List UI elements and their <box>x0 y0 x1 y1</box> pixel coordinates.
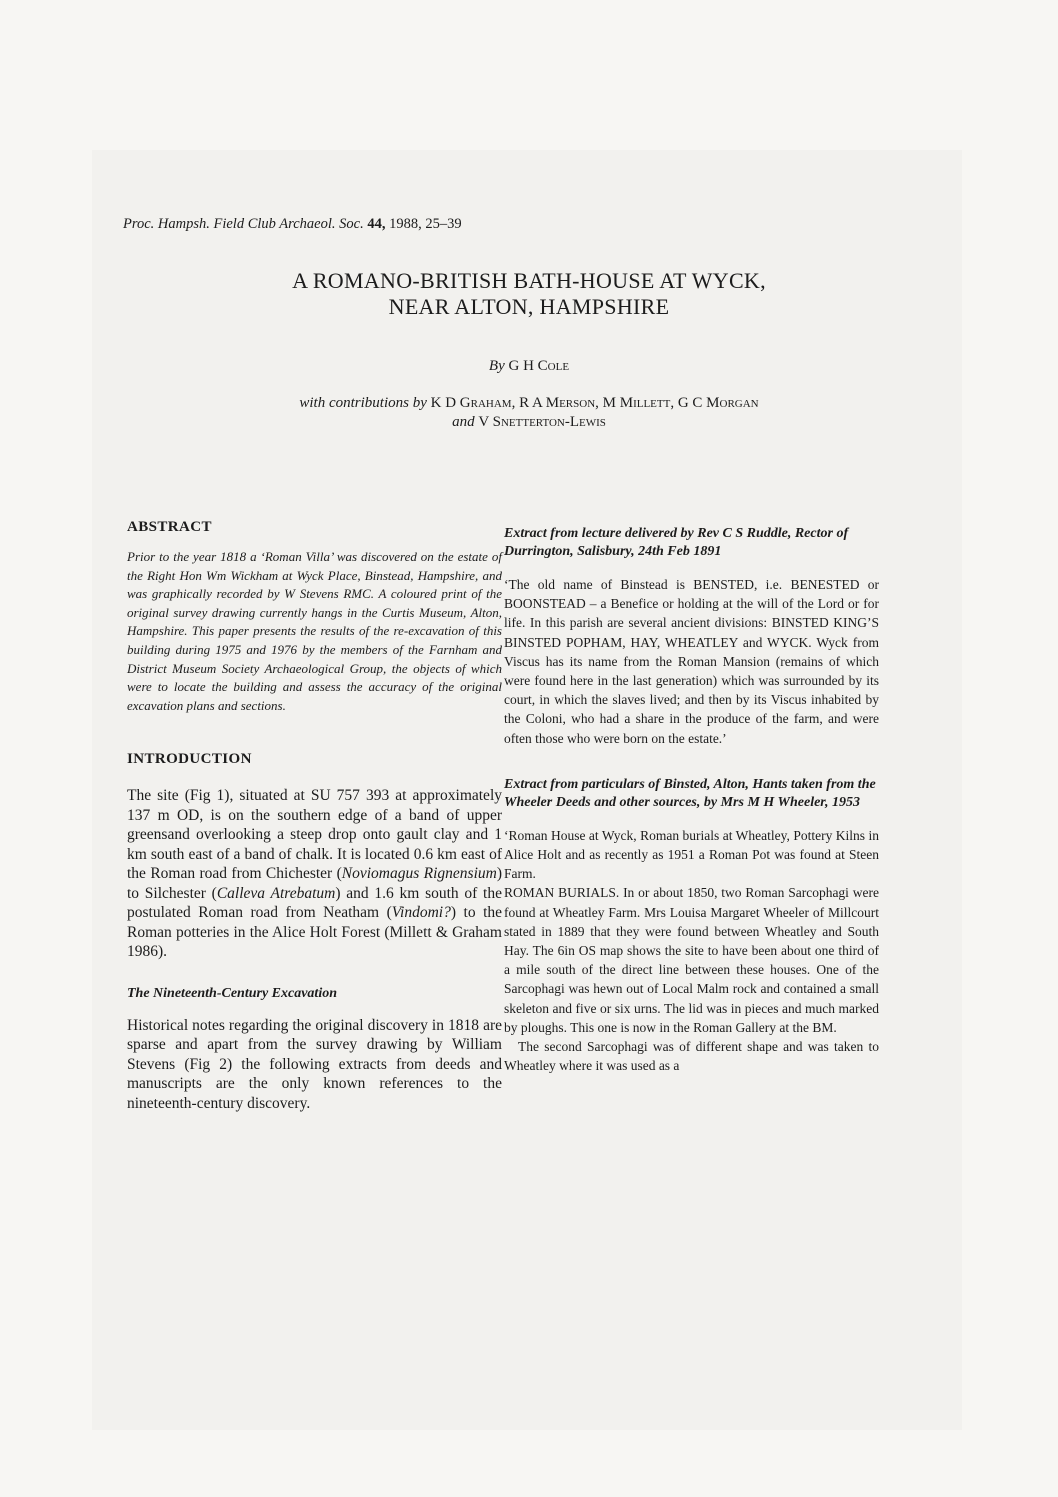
place-name-noviomagus: Noviomagus Rignensium <box>341 865 497 883</box>
journal-citation <box>123 216 462 233</box>
abstract-heading: ABSTRACT <box>127 519 212 535</box>
introduction-paragraph-1: The site (Fig 1), situated at SU 757 393 at approximately 137 m OD, is on the southern edge of a band of upper greensand overlooking a steep drop onto gault clay and 1 km south east of a band of chalk. It is located 0.6 km east of the Roman road from Chichester (Noviomagus Rignensium) to Silchester (Calleva Atrebatum) and 1.6 km south of the postulated Roman road from Neatham (Vindomi?) to the Roman potteries in the Alice Holt Forest (Millett & Graham 1986). <box>127 787 503 961</box>
citation-volume: 44, <box>367 216 386 232</box>
nineteenth-century-subheading: The Nineteenth-Century Excavation <box>127 985 337 1001</box>
author-name: G H Cole <box>508 358 570 374</box>
author-by: By <box>488 358 505 374</box>
left-column <box>127 519 502 1113</box>
author-line <box>0 358 1058 375</box>
citation-year-pages: 1988, 25–39 <box>389 216 462 232</box>
introduction-heading: INTRODUCTION <box>127 751 252 768</box>
place-name-vindomi: Vindomi? <box>391 904 451 922</box>
right-column <box>504 525 879 1075</box>
contributors <box>0 394 1058 432</box>
place-name-calleva: Calleva Atrebatum <box>216 884 336 902</box>
extract-2-paragraph-2: ROMAN BURIALS. In or about 1850, two Roman Sarcophagi were found at Wheatley Farm. Mrs Louisa Margaret Wheeler of Millcourt stated in 1889 that they were found between Wheatley and South Hay. The 6in OS map shows the site to have been about one third of a mile south of the direct line between these houses. One of the Sarcophagi was hewn out of Local Malm rock and contained a small skeleton and five or six urns. The lid was in pieces and much marked by ploughs. This one is now in the Roman Gallery at the BM. <box>504 885 879 1035</box>
contributors-intro: with contributions by <box>299 395 427 411</box>
paper-title <box>0 268 1058 320</box>
extract-2-paragraph-3: The second Sarcophagi was of different shape and was taken to Wheatley where it was used as a <box>504 1039 879 1074</box>
extract-2-heading: Extract from particulars of Binsted, Alton, Hants taken from the Wheeler Deeds and other sources, by Mrs M H Wheeler, 1953 <box>504 776 876 810</box>
title-line-2: NEAR ALTON, HAMPSHIRE <box>388 294 670 319</box>
extract-1-heading: Extract from lecture delivered by Rev C S Ruddle, Rector of Durrington, Salisbury, 24th Feb 1891 <box>504 526 849 559</box>
citation-journal: Proc. Hampsh. Field Club Archaeol. Soc. <box>123 216 364 232</box>
title-line-1: A ROMANO-BRITISH BATH-HOUSE AT WYCK, <box>292 268 766 293</box>
extract-2-paragraph-1: ‘Roman House at Wyck, Roman burials at Wheatley, Pottery Kilns in Alice Holt and as recently as 1951 a Roman Pot was found at Steen Farm. <box>504 827 879 882</box>
contributors-names-2: V Snetterton-Lewis <box>478 414 606 430</box>
extract-1-text: ‘The old name of Binstead is BENSTED, i.e. BENESTED or BOONSTEAD – a Benefice or holding at the will of the Lord or for life. In this parish are several ancient divisions: BINSTED KING’S BINSTED POPHAM, HAY, WHEATLEY and WYCK. Wyck from Viscus has its name from the Roman Mansion (remains of which were found here in the last generation) which was surrounded by its court, in which the slaves lived; and then by its Viscus inhabited by the Coloni, who had a share in the produce of the farm, and were often those who were born on the estate.’ <box>504 577 879 746</box>
contributors-and: and <box>452 414 475 430</box>
contributors-names-1: K D Graham, R A Merson, M Millett, G C Morgan <box>430 395 759 411</box>
introduction-paragraph-2: Historical notes regarding the original discovery in 1818 are sparse and apart from the survey drawing by William Stevens (Fig 2) the following extracts from deeds and manuscripts are the only known references to the nineteenth-century discovery. <box>127 1016 502 1112</box>
abstract-text: Prior to the year 1818 a ‘Roman Villa’ was discovered on the estate of the Right Hon Wm Wickham at Wyck Place, Binstead, Hampshire, and was graphically recorded by W Stevens RMC. A coloured print of the original survey drawing currently hangs in the Curtis Museum, Alton, Hampshire. This paper presents the results of the re-excavation of this building during 1975 and 1976 by the members of the Farnham and District Museum Society Archaeological Group, the objects of which were to locate the building and assess the accuracy of the original excavation plans and sections. <box>127 549 502 713</box>
